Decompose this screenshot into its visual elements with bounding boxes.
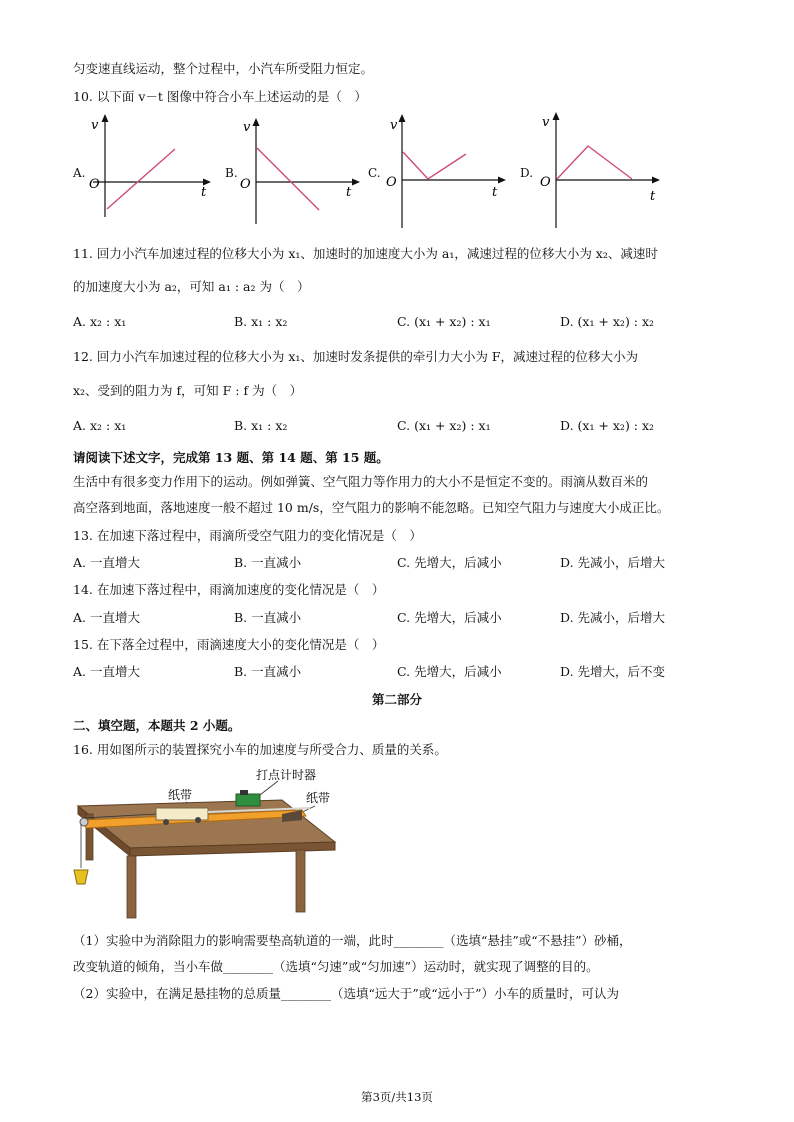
fill-heading: 二、填空题，本题共 2 小题。 xyxy=(73,718,241,733)
part-title: 第二部分 xyxy=(371,692,422,707)
graph-a-line xyxy=(107,149,175,209)
v-axis-label: v xyxy=(390,118,398,133)
q11-stem-line1: 11. 回力小汽车加速过程的位移大小为 x₁、加速时的加速度大小为 a₁，减速过程的位移大小为 x₂、减速时 xyxy=(73,246,658,261)
q13-option-a: A. 一直增大 xyxy=(73,555,140,570)
t-axis-label: t xyxy=(650,189,656,204)
v-axis-label: v xyxy=(243,120,251,135)
q12-option-d: D. (x₁ + x₂) : x₂ xyxy=(560,418,655,433)
q13-option-d: D. 先减小，后增大 xyxy=(560,555,666,570)
q10-option-d-label: D. xyxy=(520,166,534,180)
q10-option-a-label: A. xyxy=(73,166,86,180)
q16-stem: 16. 用如图所示的装置探究小车的加速度与所受合力、质量的关系。 xyxy=(73,742,447,757)
t-axis-label: t xyxy=(346,185,352,200)
q12-option-c: C. (x₁ + x₂) : x₁ xyxy=(397,418,491,433)
v-axis-label: v xyxy=(542,115,550,130)
q16-part1-line2: 改变轨道的倾角，当小车做________（选填“匀速”或“匀加速”）运动时，就实现了调整的目的。 xyxy=(73,959,599,974)
q14-option-a: A. 一直增大 xyxy=(73,610,140,625)
q14-stem: 14. 在加速下落过程中，雨滴加速度的变化情况是（ ） xyxy=(73,582,385,597)
origin-label: O xyxy=(540,175,551,190)
q11-option-b: B. x₁ : x₂ xyxy=(234,314,288,329)
q12-stem-line1: 12. 回力小汽车加速过程的位移大小为 x₁、加速时发条提供的牵引力大小为 F，减速过程的位移大小为 xyxy=(73,349,639,364)
graph-d xyxy=(536,110,666,230)
q15-option-a: A. 一直增大 xyxy=(73,664,140,679)
q13-option-c: C. 先增大，后减小 xyxy=(397,555,502,570)
q14-option-b: B. 一直减小 xyxy=(234,610,302,625)
q11-option-d: D. (x₁ + x₂) : x₂ xyxy=(560,314,655,329)
q14-option-c: C. 先增大，后减小 xyxy=(397,610,502,625)
q16-part2-line1: （2）实验中，在满足悬挂物的总质量________（选填“远大于”或“远小于”）小车的质量时，可认为 xyxy=(73,986,620,1001)
q11-option-c: C. (x₁ + x₂) : x₁ xyxy=(397,314,491,329)
q14-option-d: D. 先减小，后增大 xyxy=(560,610,666,625)
q16-part1-line1: （1）实验中为消除阻力的影响需要垫高轨道的一端，此时________（选填“悬挂”或“不悬挂”）砂桶， xyxy=(73,933,632,948)
graph-c xyxy=(382,112,512,230)
graph-b xyxy=(236,116,366,228)
v-axis-label: v xyxy=(91,118,99,133)
graph-b-line xyxy=(257,148,319,210)
tape-right-label: 纸带 xyxy=(306,791,331,805)
t-axis-label: t xyxy=(492,185,498,200)
q12-stem-line2: x₂、受到的阻力为 f，可知 F : f 为（ ） xyxy=(73,383,303,398)
q11-stem-line2: 的加速度大小为 a₂，可知 a₁ : a₂ 为（ ） xyxy=(73,279,310,294)
tape-left-label: 纸带 xyxy=(168,788,193,802)
graph-c-line xyxy=(403,152,466,179)
q12-option-a: A. x₂ : x₁ xyxy=(73,418,127,433)
q15-stem: 15. 在下落全过程中，雨滴速度大小的变化情况是（ ） xyxy=(73,637,385,652)
q15-option-b: B. 一直减小 xyxy=(234,664,302,679)
apparatus-figure xyxy=(70,764,345,924)
q15-option-c: C. 先增大，后减小 xyxy=(397,664,502,679)
origin-label: O xyxy=(240,177,251,192)
t-axis-label: t xyxy=(201,185,207,200)
origin-label: O xyxy=(89,177,100,192)
q10-stem: 10. 以下面 v－t 图像中符合小车上述运动的是（ ） xyxy=(73,89,367,104)
passage-line1: 生活中有很多变力作用下的运动。例如弹簧、空气阻力等作用力的大小不是恒定不变的。雨滴从数百米的 xyxy=(73,474,649,489)
q10-option-c-label: C. xyxy=(368,166,381,180)
q10-option-b-label: B. xyxy=(225,166,238,180)
intro-text: 匀变速直线运动，整个过程中，小汽车所受阻力恒定。 xyxy=(73,61,374,76)
q13-option-b: B. 一直减小 xyxy=(234,555,302,570)
section-heading: 请阅读下述文字，完成第 13 题、第 14 题、第 15 题。 xyxy=(73,450,389,465)
passage-line2: 高空落到地面，落地速度一般不超过 10 m/s，空气阻力的影响不能忽略。已知空气阻力与速度大小成正比。 xyxy=(73,500,670,515)
q12-option-b: B. x₁ : x₂ xyxy=(234,418,288,433)
q11-option-a: A. x₂ : x₁ xyxy=(73,314,127,329)
graph-d-line xyxy=(557,146,632,179)
page-number: 第3页/共13页 xyxy=(361,1090,433,1104)
timer-label: 打点计时器 xyxy=(256,768,317,782)
q13-stem: 13. 在加速下落过程中，雨滴所受空气阻力的变化情况是（ ） xyxy=(73,528,422,543)
graph-a xyxy=(85,112,215,224)
origin-label: O xyxy=(386,175,397,190)
q15-option-d: D. 先增大，后不变 xyxy=(560,664,666,679)
